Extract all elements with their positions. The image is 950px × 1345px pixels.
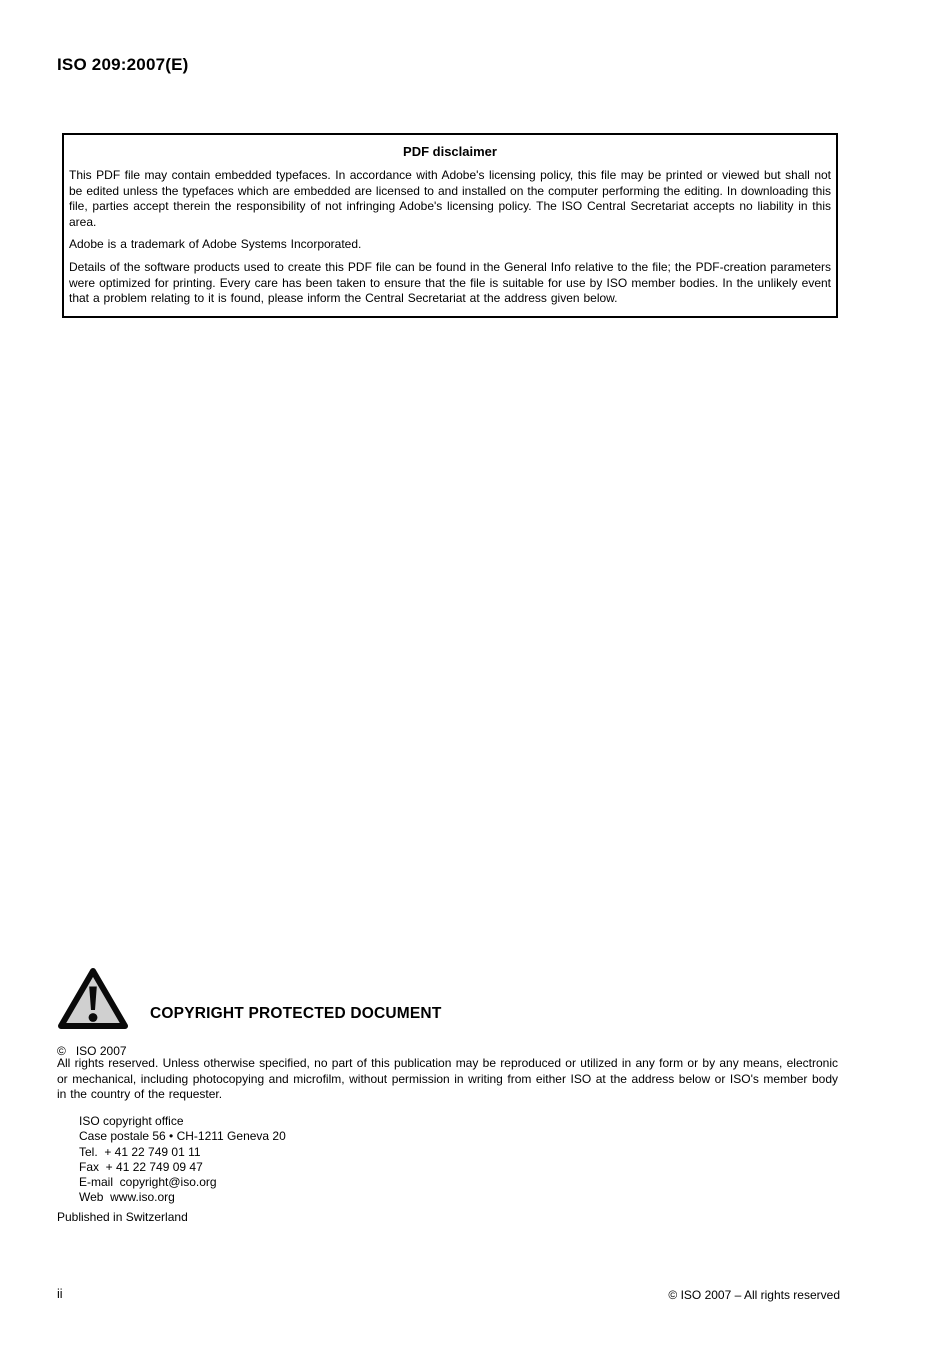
disclaimer-title: PDF disclaimer: [403, 144, 497, 159]
pdf-disclaimer-box: [62, 133, 838, 318]
copyright-symbol: ©: [57, 1044, 66, 1058]
address-line: Case postale 56 • CH-1211 Geneva 20: [79, 1129, 286, 1144]
disclaimer-paragraph: Adobe is a trademark of Adobe Systems Incorporated.: [69, 237, 362, 252]
copyright-owner: ISO 2007: [75, 1044, 127, 1058]
address-line: Web www.iso.org: [79, 1190, 175, 1205]
header-doc-ref: ISO 209:2007(E): [57, 55, 189, 74]
address-line: Fax + 41 22 749 09 47: [79, 1159, 203, 1174]
published-line: Published in Switzerland: [57, 1210, 188, 1224]
address-line: ISO copyright office: [79, 1114, 184, 1128]
address-block: [79, 1114, 286, 1206]
rights-paragraph: All rights reserved. Unless otherwise specified, no part of this publication may be reproduced or utilized in any form or by any means, electronic or mechanical, including photocopying and microfilm, without permission in writing from either ISO at the address below or ISO's member body in the country of the requester.: [57, 1056, 838, 1102]
warning-triangle-icon: [57, 966, 129, 1032]
footer-page-number: ii: [57, 1287, 63, 1301]
disclaimer-paragraph: Details of the software products used to create this PDF file can be found in the General Info relative to the file; the PDF-creation parameters were optimized for printing. Every care has been taken to ensure that the file is suitable for use by ISO member bodies. In the unlikely event that a problem relating to it is found, please inform the Central Secretariat at the address given below.: [69, 259, 831, 306]
footer-copyright-notice: © ISO 2007 – All rights reserved: [668, 1288, 840, 1302]
address-line: E-mail copyright@iso.org: [79, 1175, 217, 1190]
address-line: Tel. + 41 22 749 01 11: [79, 1144, 201, 1159]
disclaimer-paragraph: This PDF file may contain embedded typefaces. In accordance with Adobe's licensing policy, this file may be printed or viewed but shall not be edited unless the typefaces which are embedded are licensed to and installed on the computer performing the editing. In downloading this file, parties accept therein the responsibility of not infringing Adobe's licensing policy. The ISO Central Secretariat accepts no liability in this area.: [69, 168, 831, 229]
copyright-heading: COPYRIGHT PROTECTED DOCUMENT: [150, 1005, 442, 1022]
